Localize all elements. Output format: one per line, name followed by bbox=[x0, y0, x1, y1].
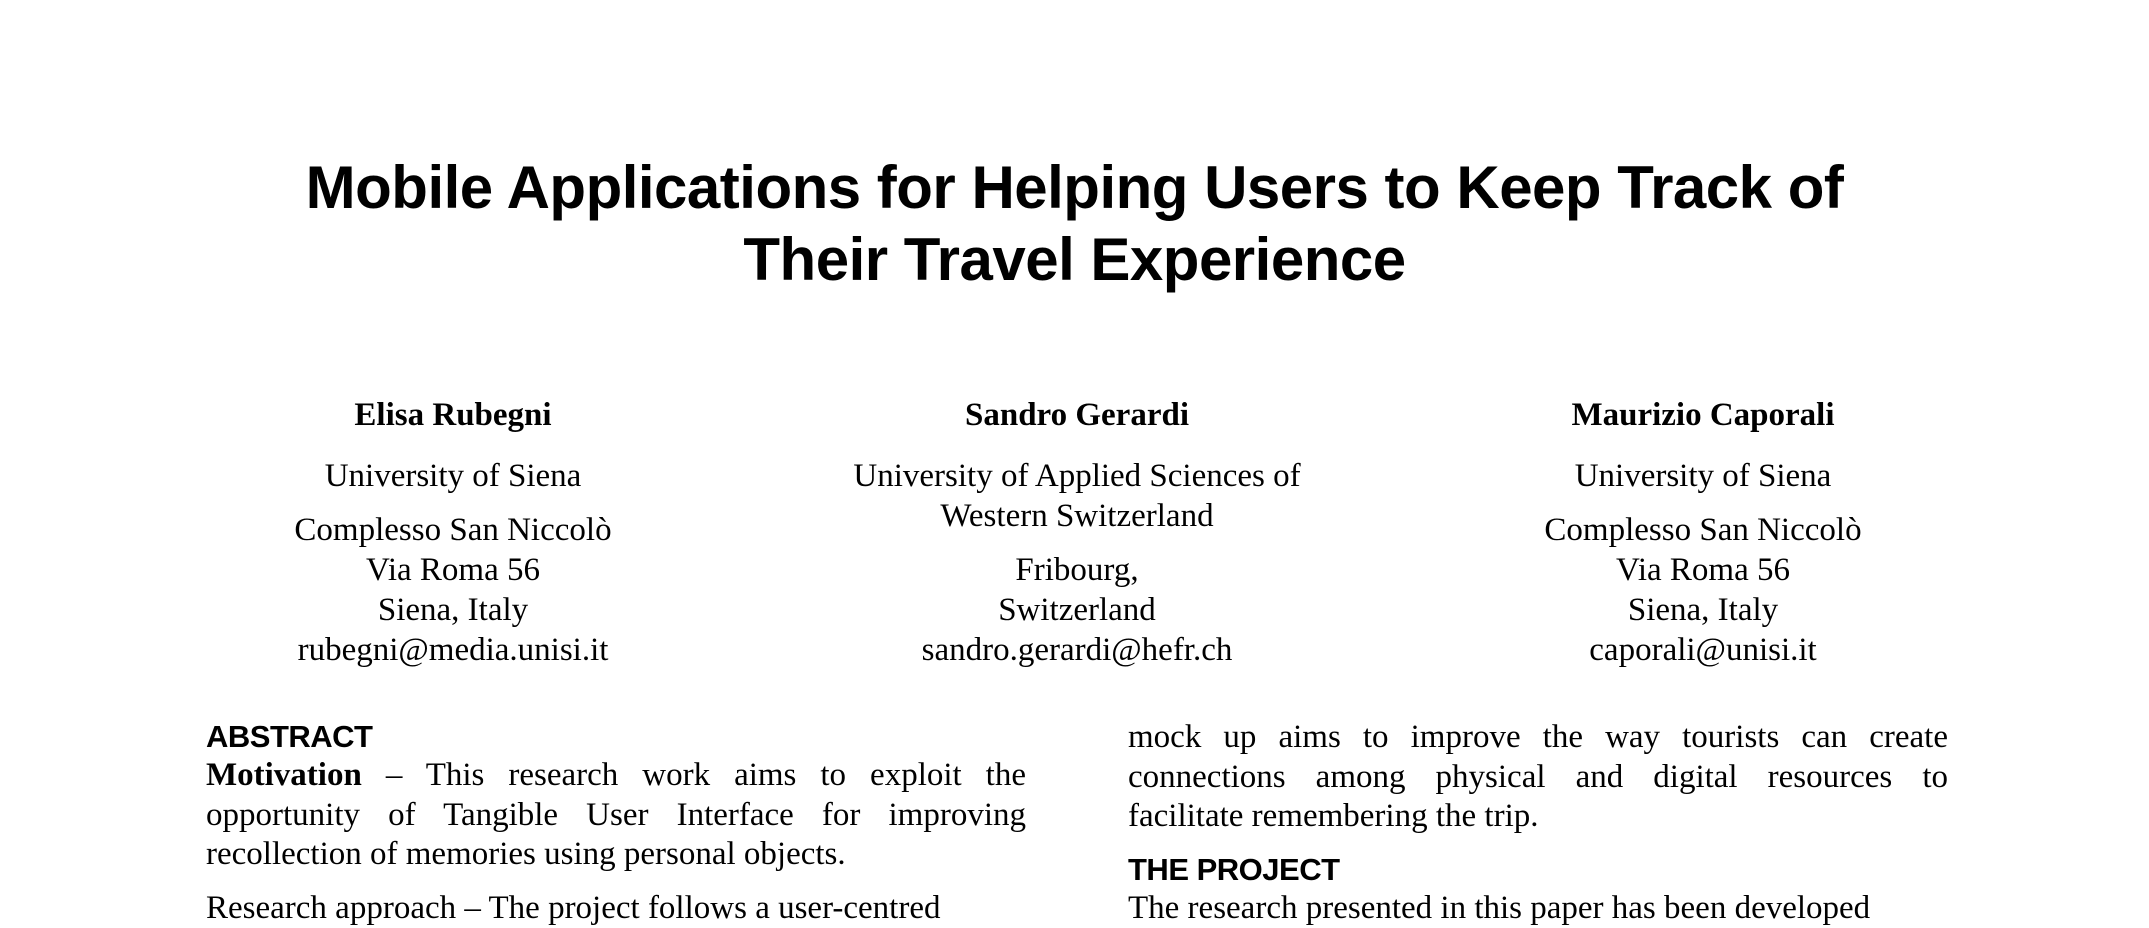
paper-title bbox=[0, 152, 2149, 296]
section-heading-abstract: ABSTRACT bbox=[206, 718, 1026, 756]
author-email: caporali@unisi.it bbox=[1393, 630, 2013, 670]
author-address-line: Via Roma 56 bbox=[143, 550, 763, 590]
author-block bbox=[143, 395, 763, 670]
runin-label: Motivation bbox=[206, 757, 362, 793]
paragraph-line: mock up aims to improve the way tourists can create bbox=[1128, 718, 1948, 758]
author-address-line: Fribourg, bbox=[767, 550, 1387, 590]
author-affiliation: Western Switzerland bbox=[767, 496, 1387, 536]
abstract-paragraph-cut bbox=[206, 889, 1026, 928]
author-email: sandro.gerardi@hefr.ch bbox=[767, 630, 1387, 670]
author-address-line: Complesso San Niccolò bbox=[143, 510, 763, 550]
author-name: Sandro Gerardi bbox=[767, 395, 1387, 435]
paragraph-line: connections among physical and digital resources to bbox=[1128, 758, 1948, 798]
right-column bbox=[1128, 718, 1948, 928]
title-line: Mobile Applications for Helping Users to Keep Track of bbox=[0, 152, 2149, 224]
paragraph-line: recollection of memories using personal objects. bbox=[206, 835, 1026, 875]
author-affiliation: University of Siena bbox=[1393, 456, 2013, 496]
author-address-line: Switzerland bbox=[767, 590, 1387, 630]
paragraph-text: – This research work aims to exploit the bbox=[362, 757, 1026, 793]
author-affiliation: University of Applied Sciences of bbox=[767, 456, 1387, 496]
title-line: Their Travel Experience bbox=[0, 224, 2149, 296]
paragraph-line: Research approach – The project follows a user-centred bbox=[206, 889, 1026, 928]
paragraph-line: The research presented in this paper has been developed bbox=[1128, 889, 1948, 928]
author-address-line: Siena, Italy bbox=[143, 590, 763, 630]
author-address-line: Complesso San Niccolò bbox=[1393, 510, 2013, 550]
author-name: Maurizio Caporali bbox=[1393, 395, 2013, 435]
author-affiliation: University of Siena bbox=[143, 456, 763, 496]
body-paragraph-cut bbox=[1128, 889, 1948, 928]
section-heading-project: THE PROJECT bbox=[1128, 851, 1948, 889]
left-column bbox=[206, 718, 1026, 928]
abstract-paragraph bbox=[206, 756, 1026, 875]
author-address-line: Siena, Italy bbox=[1393, 590, 2013, 630]
author-address-line: Via Roma 56 bbox=[1393, 550, 2013, 590]
author-name: Elisa Rubegni bbox=[143, 395, 763, 435]
author-block bbox=[1393, 395, 2013, 670]
author-block bbox=[767, 395, 1387, 670]
paragraph-line bbox=[206, 756, 1026, 796]
paragraph-line: facilitate remembering the trip. bbox=[1128, 797, 1948, 837]
paragraph-line: opportunity of Tangible User Interface for improving bbox=[206, 796, 1026, 836]
body-paragraph bbox=[1128, 718, 1948, 837]
author-email: rubegni@media.unisi.it bbox=[143, 630, 763, 670]
